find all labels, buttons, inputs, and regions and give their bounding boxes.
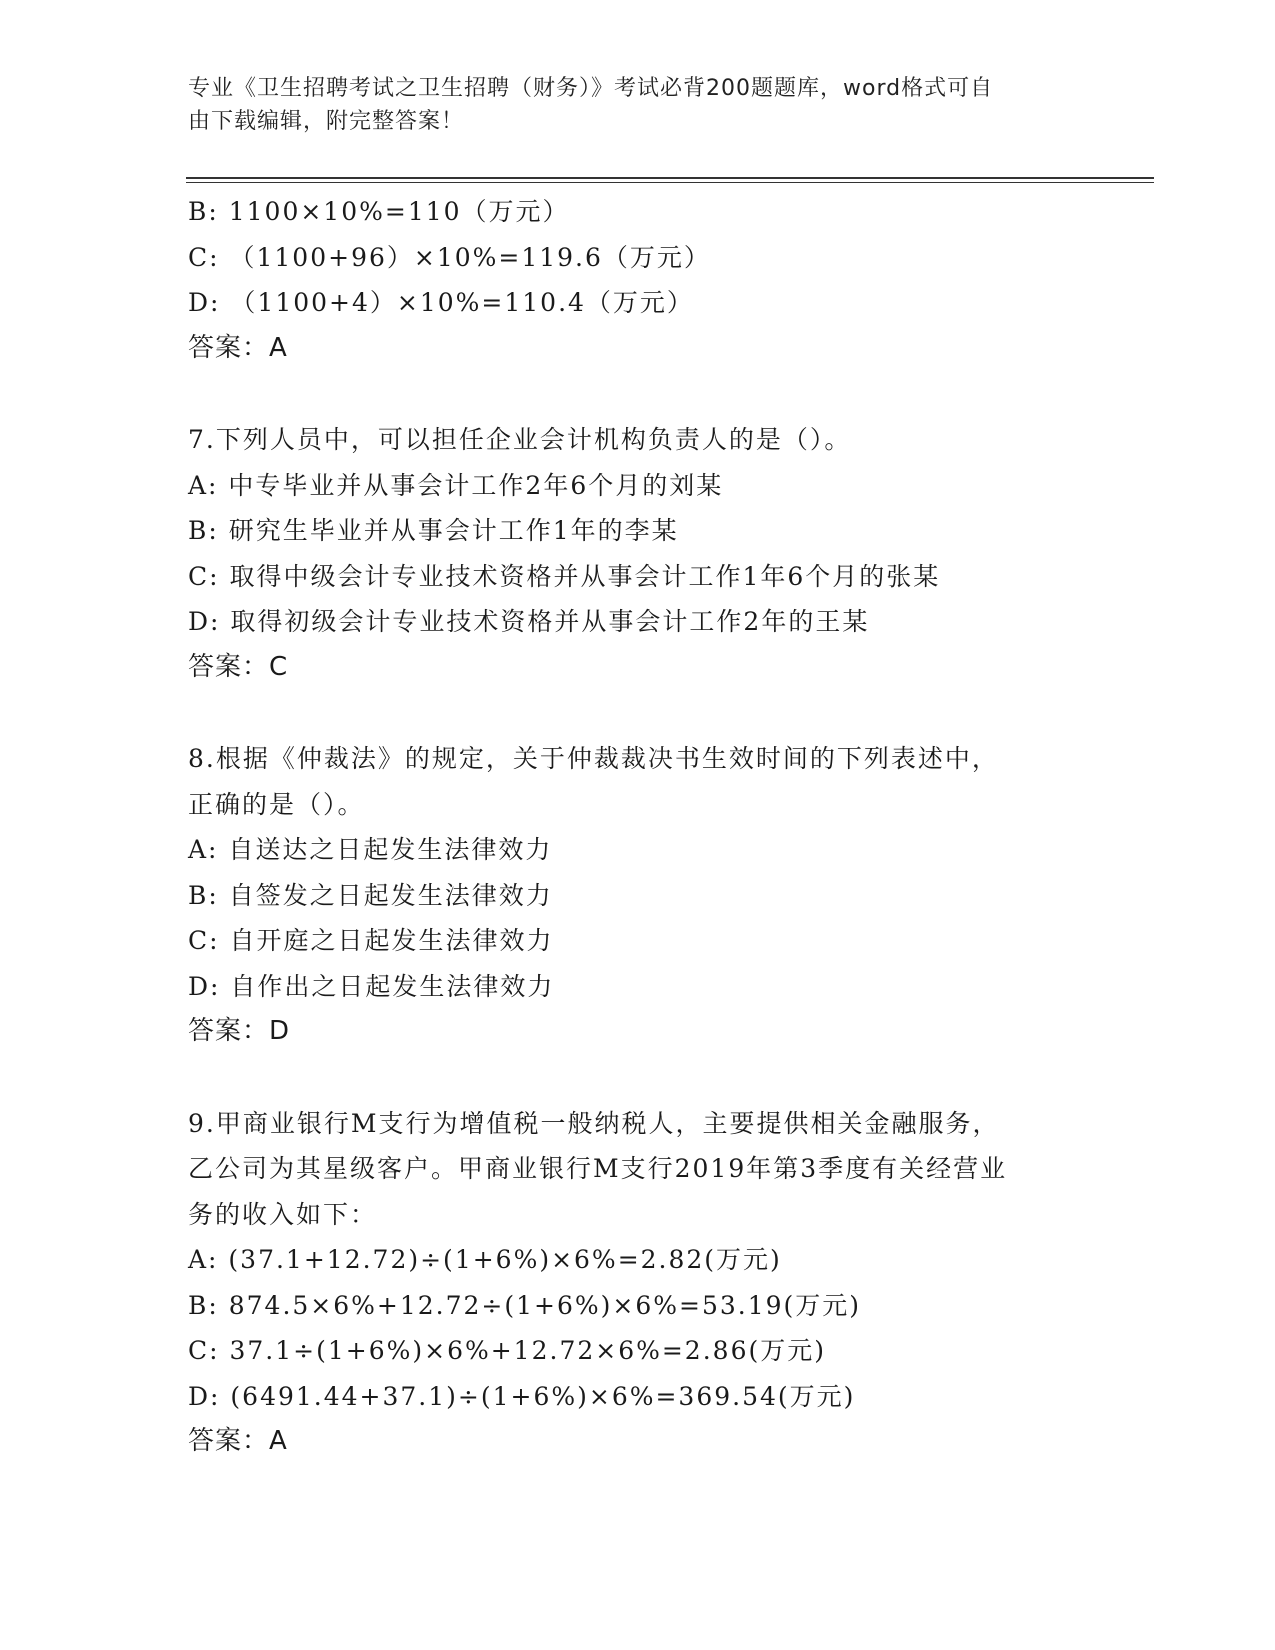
document-header bbox=[188, 72, 1088, 138]
header-divider-thick bbox=[186, 177, 1154, 179]
question-block-8 bbox=[188, 736, 1088, 1055]
option-d: D: 取得初级会计专业技术资格并从事会计工作2年的王某 bbox=[188, 607, 870, 636]
question-stem-line-2: 乙公司为其星级客户。甲商业银行M支行2019年第3季度有关经营业 bbox=[188, 1154, 1008, 1183]
option-b: B: 1100×10%=110（万元） bbox=[188, 197, 570, 226]
header-divider-thin bbox=[186, 182, 1154, 183]
question-block-7 bbox=[188, 417, 1088, 690]
answer-line: 答案：D bbox=[188, 1016, 291, 1046]
option-a: A: (37.1+12.72)÷(1+6%)×6%=2.82(万元) bbox=[188, 1245, 782, 1274]
option-a: A: 自送达之日起发生法律效力 bbox=[188, 835, 553, 864]
question-stem-line-1: 8.根据《仲裁法》的规定，关于仲裁裁决书生效时间的下列表述中， bbox=[188, 744, 999, 773]
question-block-prev bbox=[188, 189, 1088, 371]
option-c: C: （1100+96）×10%=119.6（万元） bbox=[188, 242, 711, 272]
option-d: D: (6491.44+37.1)÷(1+6%)×6%=369.54(万元) bbox=[188, 1381, 856, 1411]
question-stem-line-2: 正确的是（）。 bbox=[188, 789, 365, 819]
spacer bbox=[188, 690, 1088, 736]
spacer bbox=[188, 1055, 1088, 1101]
question-stem-line-1: 9.甲商业银行M支行为增值税一般纳税人，主要提供相关金融服务， bbox=[188, 1108, 1000, 1138]
option-b: B: 自签发之日起发生法律效力 bbox=[188, 880, 553, 910]
answer-line: 答案：A bbox=[188, 332, 288, 363]
option-b: B: 874.5×6%+12.72÷(1+6%)×6%=53.19(万元) bbox=[188, 1290, 862, 1320]
option-d: D: （1100+4）×10%=110.4（万元） bbox=[188, 288, 694, 317]
option-b: B: 研究生毕业并从事会计工作1年的李某 bbox=[188, 516, 679, 545]
question-stem-line-3: 务的收入如下： bbox=[188, 1199, 378, 1229]
answer-line: 答案：C bbox=[188, 651, 289, 682]
question-block-9 bbox=[188, 1101, 1088, 1465]
header-line-2: 由下载编辑，附完整答案！ bbox=[188, 109, 465, 134]
option-c: C: 37.1÷(1+6%)×6%+12.72×6%=2.86(万元) bbox=[188, 1336, 826, 1365]
header-line-1: 专业《卫生招聘考试之卫生招聘（财务）》考试必背200题题库，word格式可自 bbox=[188, 76, 994, 101]
option-a: A: 中专毕业并从事会计工作2年6个月的刘某 bbox=[188, 470, 724, 500]
answer-line: 答案：A bbox=[188, 1426, 288, 1456]
document-body bbox=[188, 189, 1088, 1465]
option-c: C: 自开庭之日起发生法律效力 bbox=[188, 926, 554, 955]
spacer bbox=[188, 371, 1088, 417]
option-d: D: 自作出之日起发生法律效力 bbox=[188, 971, 555, 1001]
option-c: C: 取得中级会计专业技术资格并从事会计工作1年6个月的张某 bbox=[188, 561, 941, 591]
question-stem: 7.下列人员中，可以担任企业会计机构负责人的是（）。 bbox=[188, 425, 852, 454]
